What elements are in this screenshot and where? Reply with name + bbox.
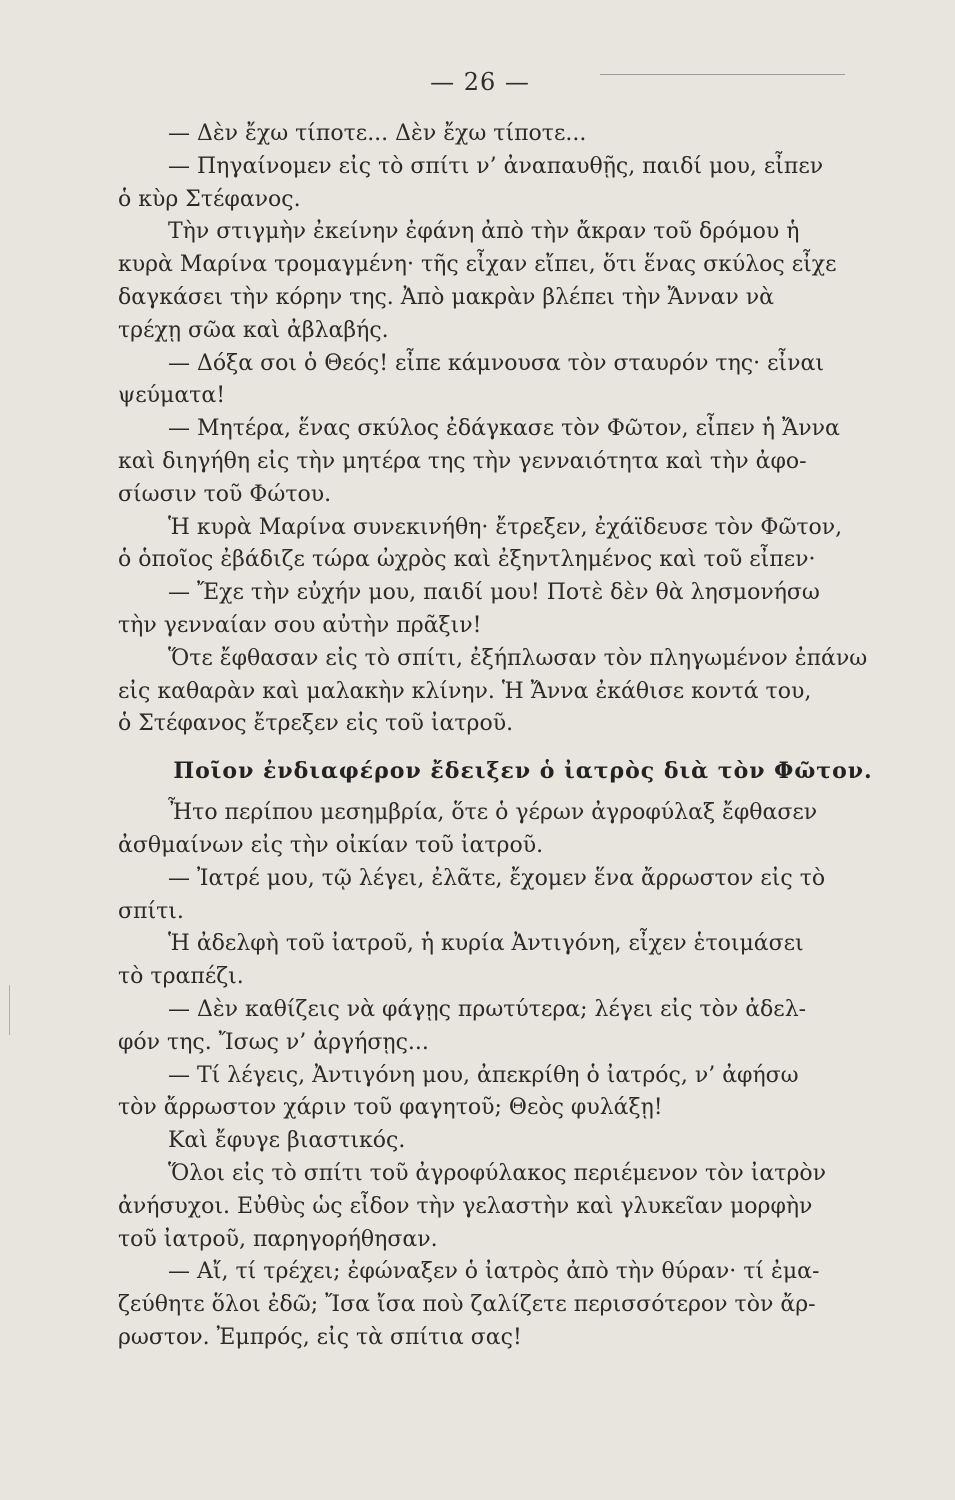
text-block-2 (118, 797, 928, 1355)
margin-mark (9, 985, 10, 1035)
text-line: κυρὰ Μαρίνα τρομαγμένη· τῆς εἶχαν εἴπει, ὅτι ἕνας σκύλος εἶχε (118, 252, 837, 278)
text-line: τοῦ ἰατροῦ, παρηγορήθησαν. (118, 1226, 438, 1252)
text-line: ἀνήσυχοι. Εὐθὺς ὡς εἶδον τὴν γελαστὴν καὶ γλυκεῖαν μορφὴν (118, 1193, 813, 1219)
text-line: Τὴν στιγμὴν ἐκείνην ἐφάνη ἀπὸ τὴν ἄκραν τοῦ δρόμου ἡ (168, 219, 800, 245)
text-line: σίωσιν τοῦ Φώτου. (118, 481, 332, 507)
text-line: Ὅτε ἔφθασαν εἰς τὸ σπίτι, ἐξήπλωσαν τὸν πληγωμένον ἐπάνω (168, 645, 868, 671)
text-line: ὁ Στέφανος ἔτρεξεν εἰς τοῦ ἰατροῦ. (118, 711, 514, 737)
text-line: Ἦτο περίπου μεσημβρία, ὅτε ὁ γέρων ἀγροφύλαξ ἔφθασεν (168, 800, 818, 826)
text-line: σπίτι. (118, 898, 184, 924)
section-heading: Ποῖον ἐνδιαφέρον ἔδειξεν ὁ ἰατρὸς διὰ τὸν Φῶτον. (173, 758, 873, 785)
text-line: Ἡ κυρὰ Μαρίνα συνεκινήθη· ἔτρεξεν, ἐχάϊδευσε τὸν Φῶτον, (168, 514, 843, 540)
text-block-1 (118, 118, 928, 741)
text-line: — Μητέρα, ἕνας σκύλος ἐδάγκασε τὸν Φῶτον, εἶπεν ἡ Ἄννα (168, 416, 840, 442)
text-line: ρωστον. Ἐμπρός, εἰς τὰ σπίτια σας! (118, 1324, 522, 1350)
text-line: τὴν γενναίαν σου αὐτὴν πρᾶξιν! (118, 612, 482, 638)
text-line: — Ἔχε τὴν εὐχήν μου, παιδί μου! Ποτὲ δὲν θὰ λησμονήσω (168, 580, 820, 606)
text-line: τρέχῃ σῶα καὶ ἀβλαβής. (118, 317, 389, 343)
text-line: δαγκάσει τὴν κόρην της. Ἀπὸ μακρὰν βλέπει τὴν Ἄνναν νὰ (118, 284, 774, 310)
page-number: — 26 — (430, 68, 530, 96)
text-line: τὸ τραπέζι. (118, 964, 244, 990)
text-line: ὁ κὺρ Στέφανος. (118, 186, 301, 212)
text-line: — Δὲν καθίζεις νὰ φάγῃς πρωτύτερα; λέγει εἰς τὸν ἀδελ- (168, 996, 807, 1022)
text-line: — Ἰατρέ μου, τῷ λέγει, ἐλᾶτε, ἔχομεν ἕνα ἄρρωστον εἰς τὸ (168, 865, 826, 891)
text-line: — Τί λέγεις, Ἀντιγόνη μου, ἀπεκρίθη ὁ ἰατρός, ν’ ἀφήσω (168, 1062, 799, 1088)
text-line: — Δόξα σοι ὁ Θεός! εἶπε κάμνουσα τὸν σταυρόν της· εἶναι (168, 350, 824, 376)
text-line: — Πηγαίνομεν εἰς τὸ σπίτι ν’ ἀναπαυθῇς, παιδί μου, εἶπεν (168, 153, 824, 179)
text-line: Ὅλοι εἰς τὸ σπίτι τοῦ ἀγροφύλακος περιέμενον τὸν ἰατρὸν (168, 1160, 826, 1186)
text-line: ζεύθητε ὅλοι ἐδῶ; Ἴσα ἴσα ποὺ ζαλίζετε περισσότερον τὸν ἄρ- (118, 1292, 816, 1318)
text-line: καὶ διηγήθη εἰς τὴν μητέρα της τὴν γενναιότητα καὶ τὴν ἀφο- (118, 448, 807, 474)
text-line: ὁ ὁποῖος ἐβάδιζε τώρα ὠχρὸς καὶ ἐξηντλημένος καὶ τοῦ εἶπεν· (118, 547, 816, 573)
text-line: — Δὲν ἔχω τίποτε... Δὲν ἔχω τίποτε... (168, 121, 587, 146)
text-line: φόν της. Ἴσως ν’ ἀργήσῃς... (118, 1029, 429, 1055)
text-line: εἰς καθαρὰν καὶ μαλακὴν κλίνην. Ἡ Ἄννα ἐκάθισε κοντά του, (118, 678, 812, 704)
text-line: Ἡ ἀδελφὴ τοῦ ἰατροῦ, ἡ κυρία Ἀντιγόνη, εἶχεν ἑτοιμάσει (168, 931, 804, 957)
text-line: — Αἴ, τί τρέχει; ἐφώναξεν ὁ ἰατρὸς ἀπὸ τὴν θύραν· τί ἐμα- (168, 1259, 820, 1285)
text-line: ψεύματα! (118, 383, 226, 409)
text-line: Καὶ ἔφυγε βιαστικός. (168, 1128, 406, 1154)
text-line: ἀσθμαίνων εἰς τὴν οἰκίαν τοῦ ἰατροῦ. (118, 832, 544, 858)
page-body (118, 118, 928, 1355)
text-line: τὸν ἄρρωστον χάριν τοῦ φαγητοῦ; Θεὸς φυλάξῃ! (118, 1095, 663, 1121)
